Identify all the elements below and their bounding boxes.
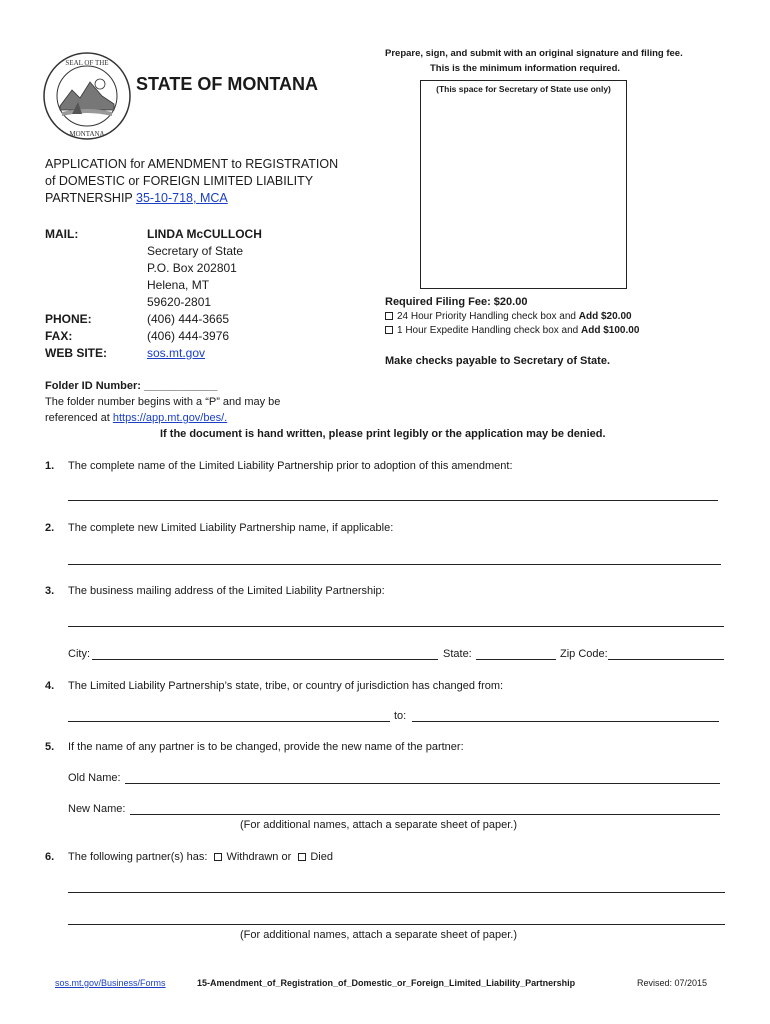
withdrawn-label: Withdrawn or: [226, 851, 292, 863]
folder-id-label: Folder ID Number: ____________: [45, 380, 218, 392]
footer-revised: Revised: 07/2015: [637, 978, 708, 988]
died-checkbox[interactable]: [298, 853, 306, 861]
priority-amount: Add $20.00: [578, 311, 632, 322]
mail-label: MAIL:: [45, 227, 79, 241]
expedite-text: 1 Hour Expedite Handling check box and: [397, 325, 582, 336]
to-label: to:: [394, 710, 407, 722]
q5-number: 5.: [45, 741, 55, 753]
died-label: Died: [310, 851, 333, 863]
sos-name: LINDA McCULLOCH: [147, 227, 262, 241]
city-label: City:: [68, 648, 90, 660]
q6-prefix: The following partner(s) has:: [68, 851, 208, 863]
old-name-label: Old Name:: [68, 772, 121, 784]
montana-seal-icon: [42, 50, 132, 142]
folder-note-line1: The folder number begins with a “P” and may be: [45, 396, 281, 408]
additional-names-note: (For additional names, attach a separate sheet of paper.): [240, 819, 517, 831]
sos-zip: 59620-2801: [147, 295, 212, 309]
q4-number: 4.: [45, 680, 55, 692]
priority-option: [385, 311, 632, 322]
q3-number: 3.: [45, 585, 55, 597]
withdrawn-checkbox[interactable]: [214, 853, 222, 861]
q2-answer-line[interactable]: [68, 564, 721, 565]
expedite-amount: Add $100.00: [581, 325, 640, 336]
folder-note-line2: [45, 412, 227, 424]
fax-value: (406) 444-3976: [147, 329, 230, 343]
footer-form-name: 15-Amendment_of_Registration_of_Domestic_or_Foreign_Limited_Liability_Partnership: [197, 978, 576, 988]
q3-address-line[interactable]: [68, 626, 724, 627]
sos-office: Secretary of State: [147, 244, 244, 258]
phone-label: PHONE:: [45, 312, 92, 326]
web-link[interactable]: sos.mt.gov: [147, 346, 206, 360]
new-name-label: New Name:: [68, 803, 126, 815]
priority-text: 24 Hour Priority Handling check box and: [397, 311, 579, 322]
q5-text: If the name of any partner is to be changed, provide the new name of the partner:: [68, 741, 464, 753]
state-title: STATE OF MONTANA: [136, 74, 318, 94]
statute-link[interactable]: 35-10-718, MCA: [136, 191, 228, 205]
sos-city: Helena, MT: [147, 278, 210, 292]
q4-from-line[interactable]: [68, 721, 390, 722]
required-fee: Required Filing Fee: $20.00: [385, 296, 528, 308]
state-line[interactable]: [476, 659, 556, 660]
q3-text: The business mailing address of the Limited Liability Partnership:: [68, 585, 385, 597]
q6-number: 6.: [45, 851, 55, 863]
instructions-line2: This is the minimum information required.: [430, 63, 621, 74]
city-line[interactable]: [92, 659, 438, 660]
zip-label: Zip Code:: [560, 648, 608, 660]
svg-text:SEAL OF THE: SEAL OF THE: [65, 59, 109, 67]
q1-answer-line[interactable]: [68, 500, 718, 501]
state-label: State:: [443, 648, 472, 660]
q2-number: 2.: [45, 522, 55, 534]
expedite-option: [385, 325, 639, 336]
q1-number: 1.: [45, 460, 55, 472]
zip-line[interactable]: [608, 659, 724, 660]
web-label: WEB SITE:: [45, 346, 107, 360]
old-name-line[interactable]: [125, 783, 720, 784]
handwritten-warning: If the document is hand written, please print legibly or the application may be denied.: [160, 428, 606, 440]
q6-answer-line1[interactable]: [68, 892, 725, 893]
q6-answer-line2[interactable]: [68, 924, 725, 925]
q1-text: The complete name of the Limited Liability Partnership prior to adoption of this amendment:: [68, 460, 513, 472]
q2-text: The complete new Limited Liability Partnership name, if applicable:: [68, 522, 394, 534]
q4-to-line[interactable]: [412, 721, 719, 722]
form-title-line3: [45, 191, 228, 205]
form-title-line2: of DOMESTIC or FOREIGN LIMITED LIABILITY: [45, 174, 314, 188]
additional-names-note-2: (For additional names, attach a separate sheet of paper.): [240, 929, 517, 941]
form-title-line1: APPLICATION for AMENDMENT to REGISTRATION: [45, 157, 339, 171]
q6-text: [68, 851, 333, 863]
sos-box-label: (This space for Secretary of State use only): [436, 84, 611, 94]
sos-po-box: P.O. Box 202801: [147, 261, 237, 275]
payable-note: Make checks payable to Secretary of State.: [385, 355, 610, 367]
form-title-prefix: PARTNERSHIP: [45, 191, 133, 205]
fax-label: FAX:: [45, 329, 73, 343]
q4-text: The Limited Liability Partnership’s state, tribe, or country of jurisdiction has changed from:: [68, 680, 504, 692]
priority-checkbox[interactable]: [385, 312, 393, 320]
folder-note-prefix: referenced at: [45, 412, 113, 424]
new-name-line[interactable]: [130, 814, 720, 815]
secretary-of-state-use-box: [420, 80, 627, 289]
footer-forms-link[interactable]: sos.mt.gov/Business/Forms: [55, 978, 166, 988]
phone-value: (406) 444-3665: [147, 312, 230, 326]
instructions-line1: Prepare, sign, and submit with an original signature and filing fee.: [385, 48, 683, 59]
bes-link[interactable]: https://app.mt.gov/bes/.: [112, 412, 228, 424]
expedite-checkbox[interactable]: [385, 326, 393, 334]
svg-text:MONTANA: MONTANA: [69, 130, 105, 138]
